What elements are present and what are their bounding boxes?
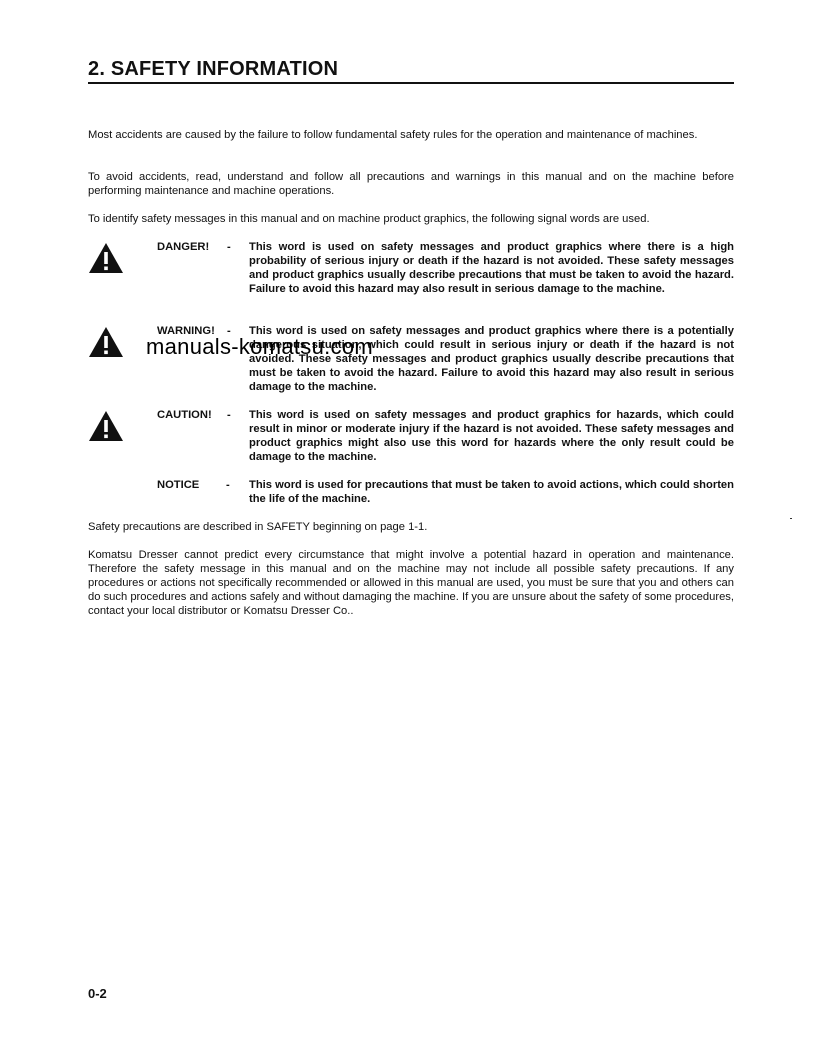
intro-paragraph: Most accidents are caused by the failure to follow fundamental safety rules for the operation and maintenance of machines. — [88, 129, 698, 141]
signal-text-notice: This word is used for precautions that must be taken to avoid actions, which could shorten the life of the machine. — [249, 479, 734, 505]
identify-paragraph: To identify safety messages in this manual and on machine product graphics, the following signal words are used. — [88, 213, 650, 225]
signal-word-caution: CAUTION! — [157, 409, 212, 421]
signal-dash: - — [226, 479, 230, 491]
signal-word-danger: DANGER! — [157, 241, 210, 253]
section-heading — [88, 58, 734, 84]
signal-word-warning: WARNING! — [157, 325, 215, 337]
signal-word-notice: NOTICE — [157, 479, 200, 491]
signal-notice — [88, 478, 734, 548]
signal-danger — [88, 240, 734, 310]
signal-text-danger: This word is used on safety messages and product graphics where there is a high probability of serious injury or death if the hazard is not avoided. These safety messages and product graphics usually describe precautions that must be taken to avoid the hazard. Failure to avoid this hazard may also result in serious damage to the machine. — [249, 241, 734, 295]
warning-triangle-icon — [88, 410, 124, 442]
watermark-text: manuals-komatsu.com — [146, 334, 373, 359]
signal-caution — [88, 408, 734, 478]
page-title: 2. SAFETY INFORMATION — [88, 58, 339, 80]
warning-triangle-icon — [88, 326, 124, 358]
warning-triangle-icon — [88, 242, 124, 274]
signal-dash: - — [227, 325, 231, 337]
signal-text-warning: This word is used on safety messages and product graphics where there is a potentially dangerous situation, which could result in serious injury or death if the hazard is not avoided. These safety messages and product graphics usually describe precautions that must be taken to avoid the hazard. Failure to avoid this hazard may also result in serious damage to the machine. — [249, 325, 734, 393]
scan-speck — [790, 518, 792, 519]
signal-dash: - — [227, 409, 231, 421]
komatsu-paragraph: Komatsu Dresser cannot predict every circumstance that might involve a potential hazard in operation and maintenance. Therefore the safety message in this manual and on the machine may not include all possible safety precautions. If any procedures or actions not specifically recommended or allowed in this manual are used, you must be sure that you and others can do such procedures and actions safely and without damaging the machine. If you are unsure about the safety of some procedures, contact your local distributor or Komatsu Dresser Co.. — [88, 549, 734, 617]
signal-dash: - — [227, 241, 231, 253]
described-paragraph: Safety precautions are described in SAFETY beginning on page 1-1. — [88, 521, 428, 533]
signal-text-caution: This word is used on safety messages and product graphics for hazards, which could result in minor or moderate injury if the hazard is not avoided. These safety messages and product graphics might also use this word for hazards where the only result could be damage to the machine. — [249, 409, 734, 463]
avoid-paragraph: To avoid accidents, read, understand and follow all precautions and warnings in this manual and on the machine before performing maintenance and machine operations. — [88, 171, 734, 197]
page-number: 0-2 — [88, 986, 107, 1001]
